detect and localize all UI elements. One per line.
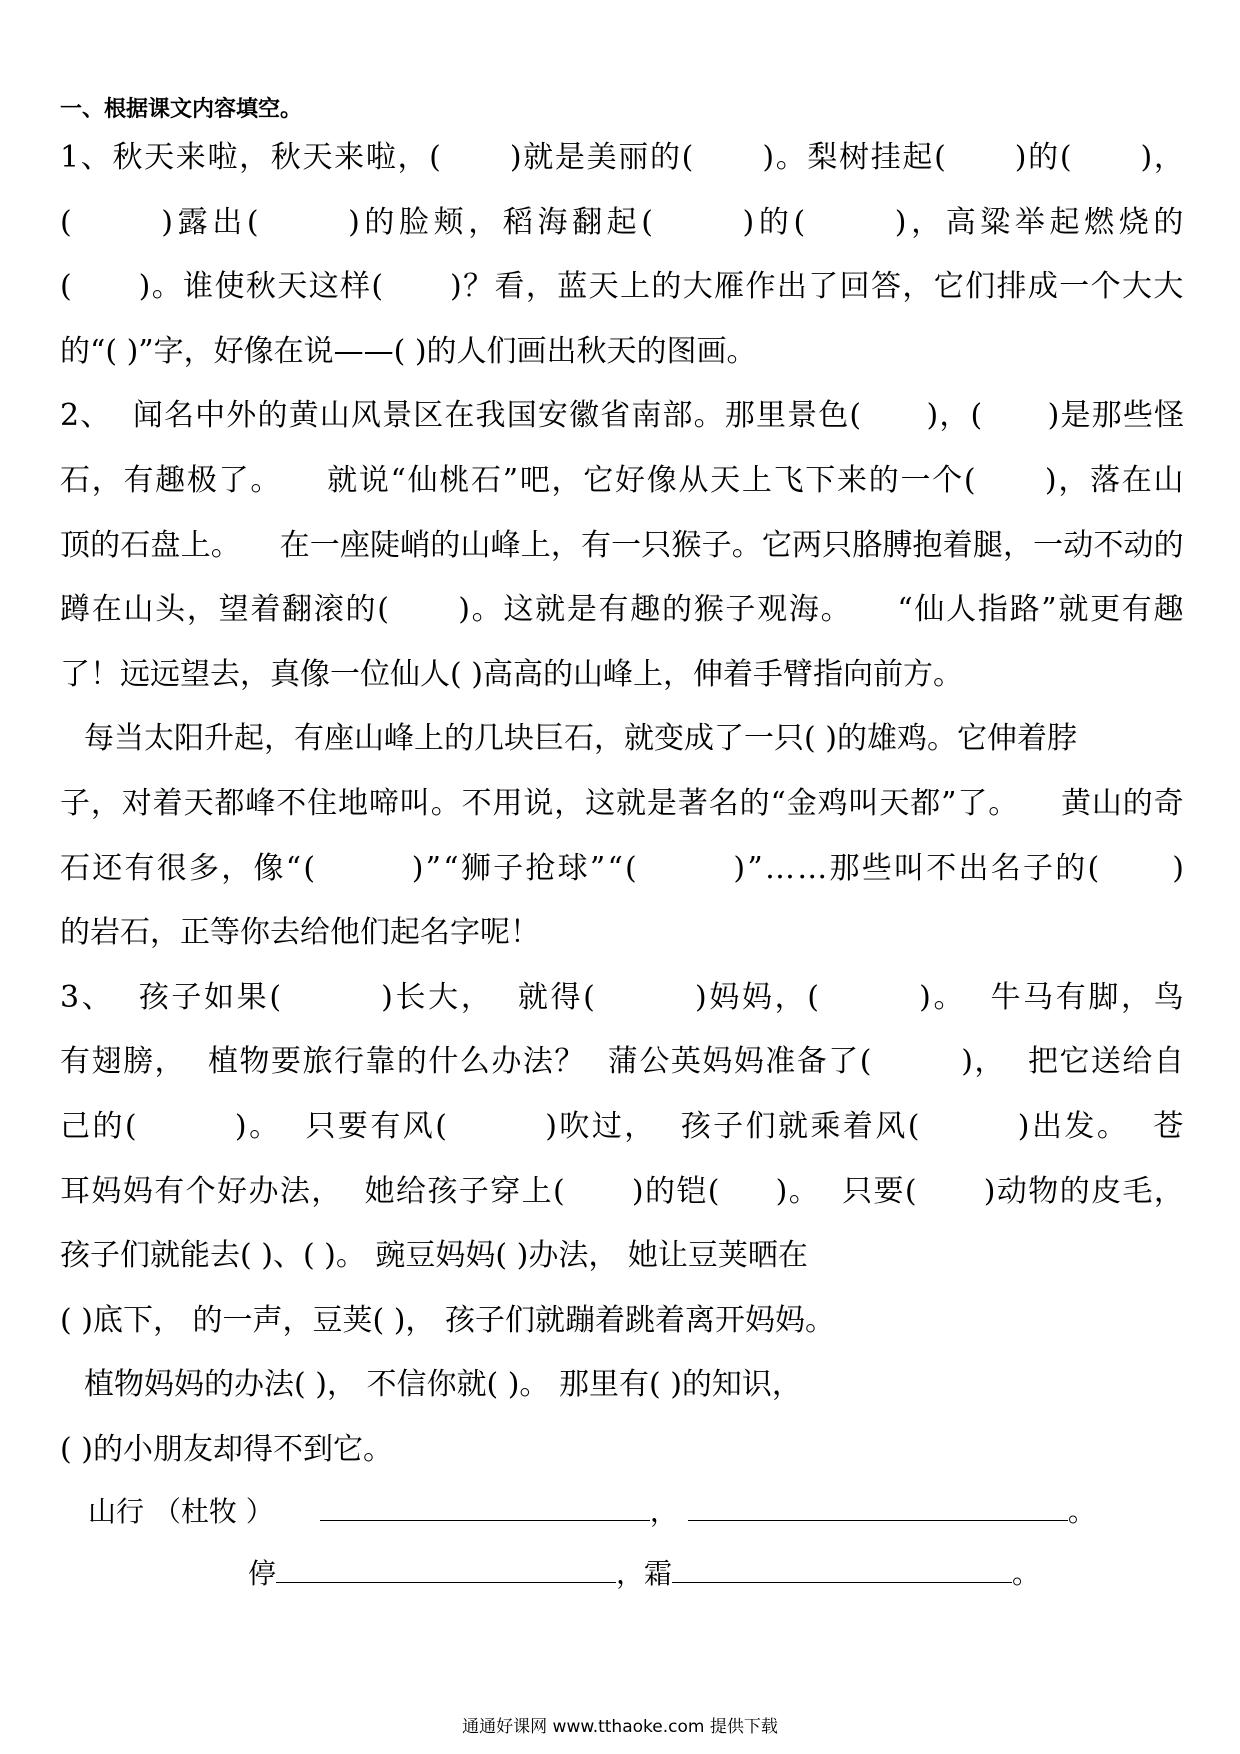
passage-line: 的岩石，正等你去给他们起名字呢！: [60, 915, 540, 951]
poem-line2-start: 停: [248, 1557, 277, 1590]
poem-title: 山行 （杜牧 ）: [88, 1495, 274, 1528]
passage-line: 顶 的 石 盘 上 。 在 一 座 陡 峭 的 山 峰 上 ， 有 一 只 猴 子 。 它 两 只 胳 膊 抱 着 腿 ， 一 动 不 动 的: [60, 527, 1184, 563]
passage-line: 石 ， 有 趣 极 了 。 就 说 “ 仙 桃 石 ” 吧 ， 它 好 像 从 天 上 飞 下 来 的 一 个 ( ) ， 落 在 山: [60, 462, 1184, 498]
answer-blank[interactable]: [276, 1552, 616, 1583]
answer-blank[interactable]: [672, 1552, 1012, 1583]
passage-line: ( ) 露 出 ( ) 的 脸 颊 ， 稻 海 翻 起 ( ) 的 ( ) ， 高 粱 举 起 燃 烧 的: [60, 204, 1184, 240]
fill-in-passages: [60, 126, 1184, 1482]
passage-line: 子 ， 对 着 天 都 峰 不 住 地 啼 叫 。 不 用 说 ， 这 就 是 著 名 的 “ 金 鸡 叫 天 都 ” 了 。 黄 山 的 奇: [60, 785, 1184, 821]
passage-line: 己 的 ( ) 。 只 要 有 风 ( ) 吹 过 ， 孩 子 们 就 乘 着 风 ( ) 出 发 。 苍: [60, 1108, 1184, 1144]
poem-comma: ，: [649, 1495, 678, 1528]
answer-blank[interactable]: [688, 1490, 1068, 1521]
poem-period: 。: [1067, 1495, 1096, 1528]
passage-line: 石 还 有 很 多 ， 像 “ ( ) ” “ 狮 子 抢 球 ” “ ( ) ” … … 那 些 叫 不 出 名 子 的 ( ): [60, 850, 1184, 886]
passage-line: 蹲 在 山 头 ， 望 着 翻 滚 的 ( ) 。 这 就 是 有 趣 的 猴 子 观 海 。 “ 仙 人 指 路 ” 就 更 有 趣: [60, 592, 1184, 628]
passage-line: 1 、 秋 天 来 啦 ， 秋 天 来 啦 ， ( ) 就 是 美 丽 的 ( ) 。 梨 树 挂 起 ( ) 的 ( ) ，: [60, 140, 1184, 175]
passage-line: 的“( )”字，好像在说——( )的人们画出秋天的图画。: [60, 333, 757, 369]
section-heading: 一、根据课文内容填空。: [60, 97, 303, 122]
answer-blank[interactable]: [320, 1490, 650, 1521]
passage-line: 植物妈妈的办法( )， 不信你就( )。 那里有( )的知识，: [84, 1367, 802, 1403]
poem-line-1: [88, 1490, 1096, 1530]
passage-line: 有 翅 膀 ， 植 物 要 旅 行 靠 的 什 么 办 法 ？ 蒲 公 英 妈 妈 准 备 了 ( ) ， 把 它 送 给 自: [60, 1044, 1184, 1080]
poem-period: 。: [1012, 1557, 1041, 1590]
passage-line: 孩子们就能去( )、( )。 豌豆妈妈( )办法， 她让豆荚晒在: [60, 1238, 808, 1274]
passage-line: 3 、 孩 子 如 果 ( ) 长 大 ， 就 得 ( ) 妈 妈 ， ( ) 。 牛 马 有 脚 ， 鸟: [60, 979, 1184, 1015]
passage-line: 2 、 闻 名 中 外 的 黄 山 风 景 区 在 我 国 安 徽 省 南 部 。 那 里 景 色 ( ) ， ( ) 是 那 些 怪: [60, 398, 1184, 434]
passage-line: 每当太阳升起，有座山峰上的几块巨石，就变成了一只( )的雄鸡。它伸着脖: [84, 721, 1077, 757]
passage-line: 了！远远望去，真像一位仙人( )高高的山峰上，伸着手臂指向前方。: [60, 656, 963, 692]
passage-line: 耳 妈 妈 有 个 好 办 法 ， 她 给 孩 子 穿 上 ( ) 的 铠 ( ) 。 只 要 ( ) 动 物 的 皮 毛 ，: [60, 1173, 1184, 1209]
passage-line: ( ) 。 谁 使 秋 天 这 样 ( ) ？ 看 ， 蓝 天 上 的 大 雁 作 出 了 回 答 ， 它 们 排 成 一 个 大 大: [60, 269, 1184, 305]
poem-line2-mid: ，霜: [616, 1557, 673, 1590]
footer-credit: 通通好课网 www.tthaoke.com 提供下载: [462, 1717, 778, 1737]
passage-line: ( )底下， 的一声，豆荚( )， 孩子们就蹦着跳着离开妈妈。: [60, 1302, 835, 1338]
poem-line-2: [248, 1552, 1040, 1592]
passage-line: ( )的小朋友却得不到它。: [60, 1431, 393, 1467]
